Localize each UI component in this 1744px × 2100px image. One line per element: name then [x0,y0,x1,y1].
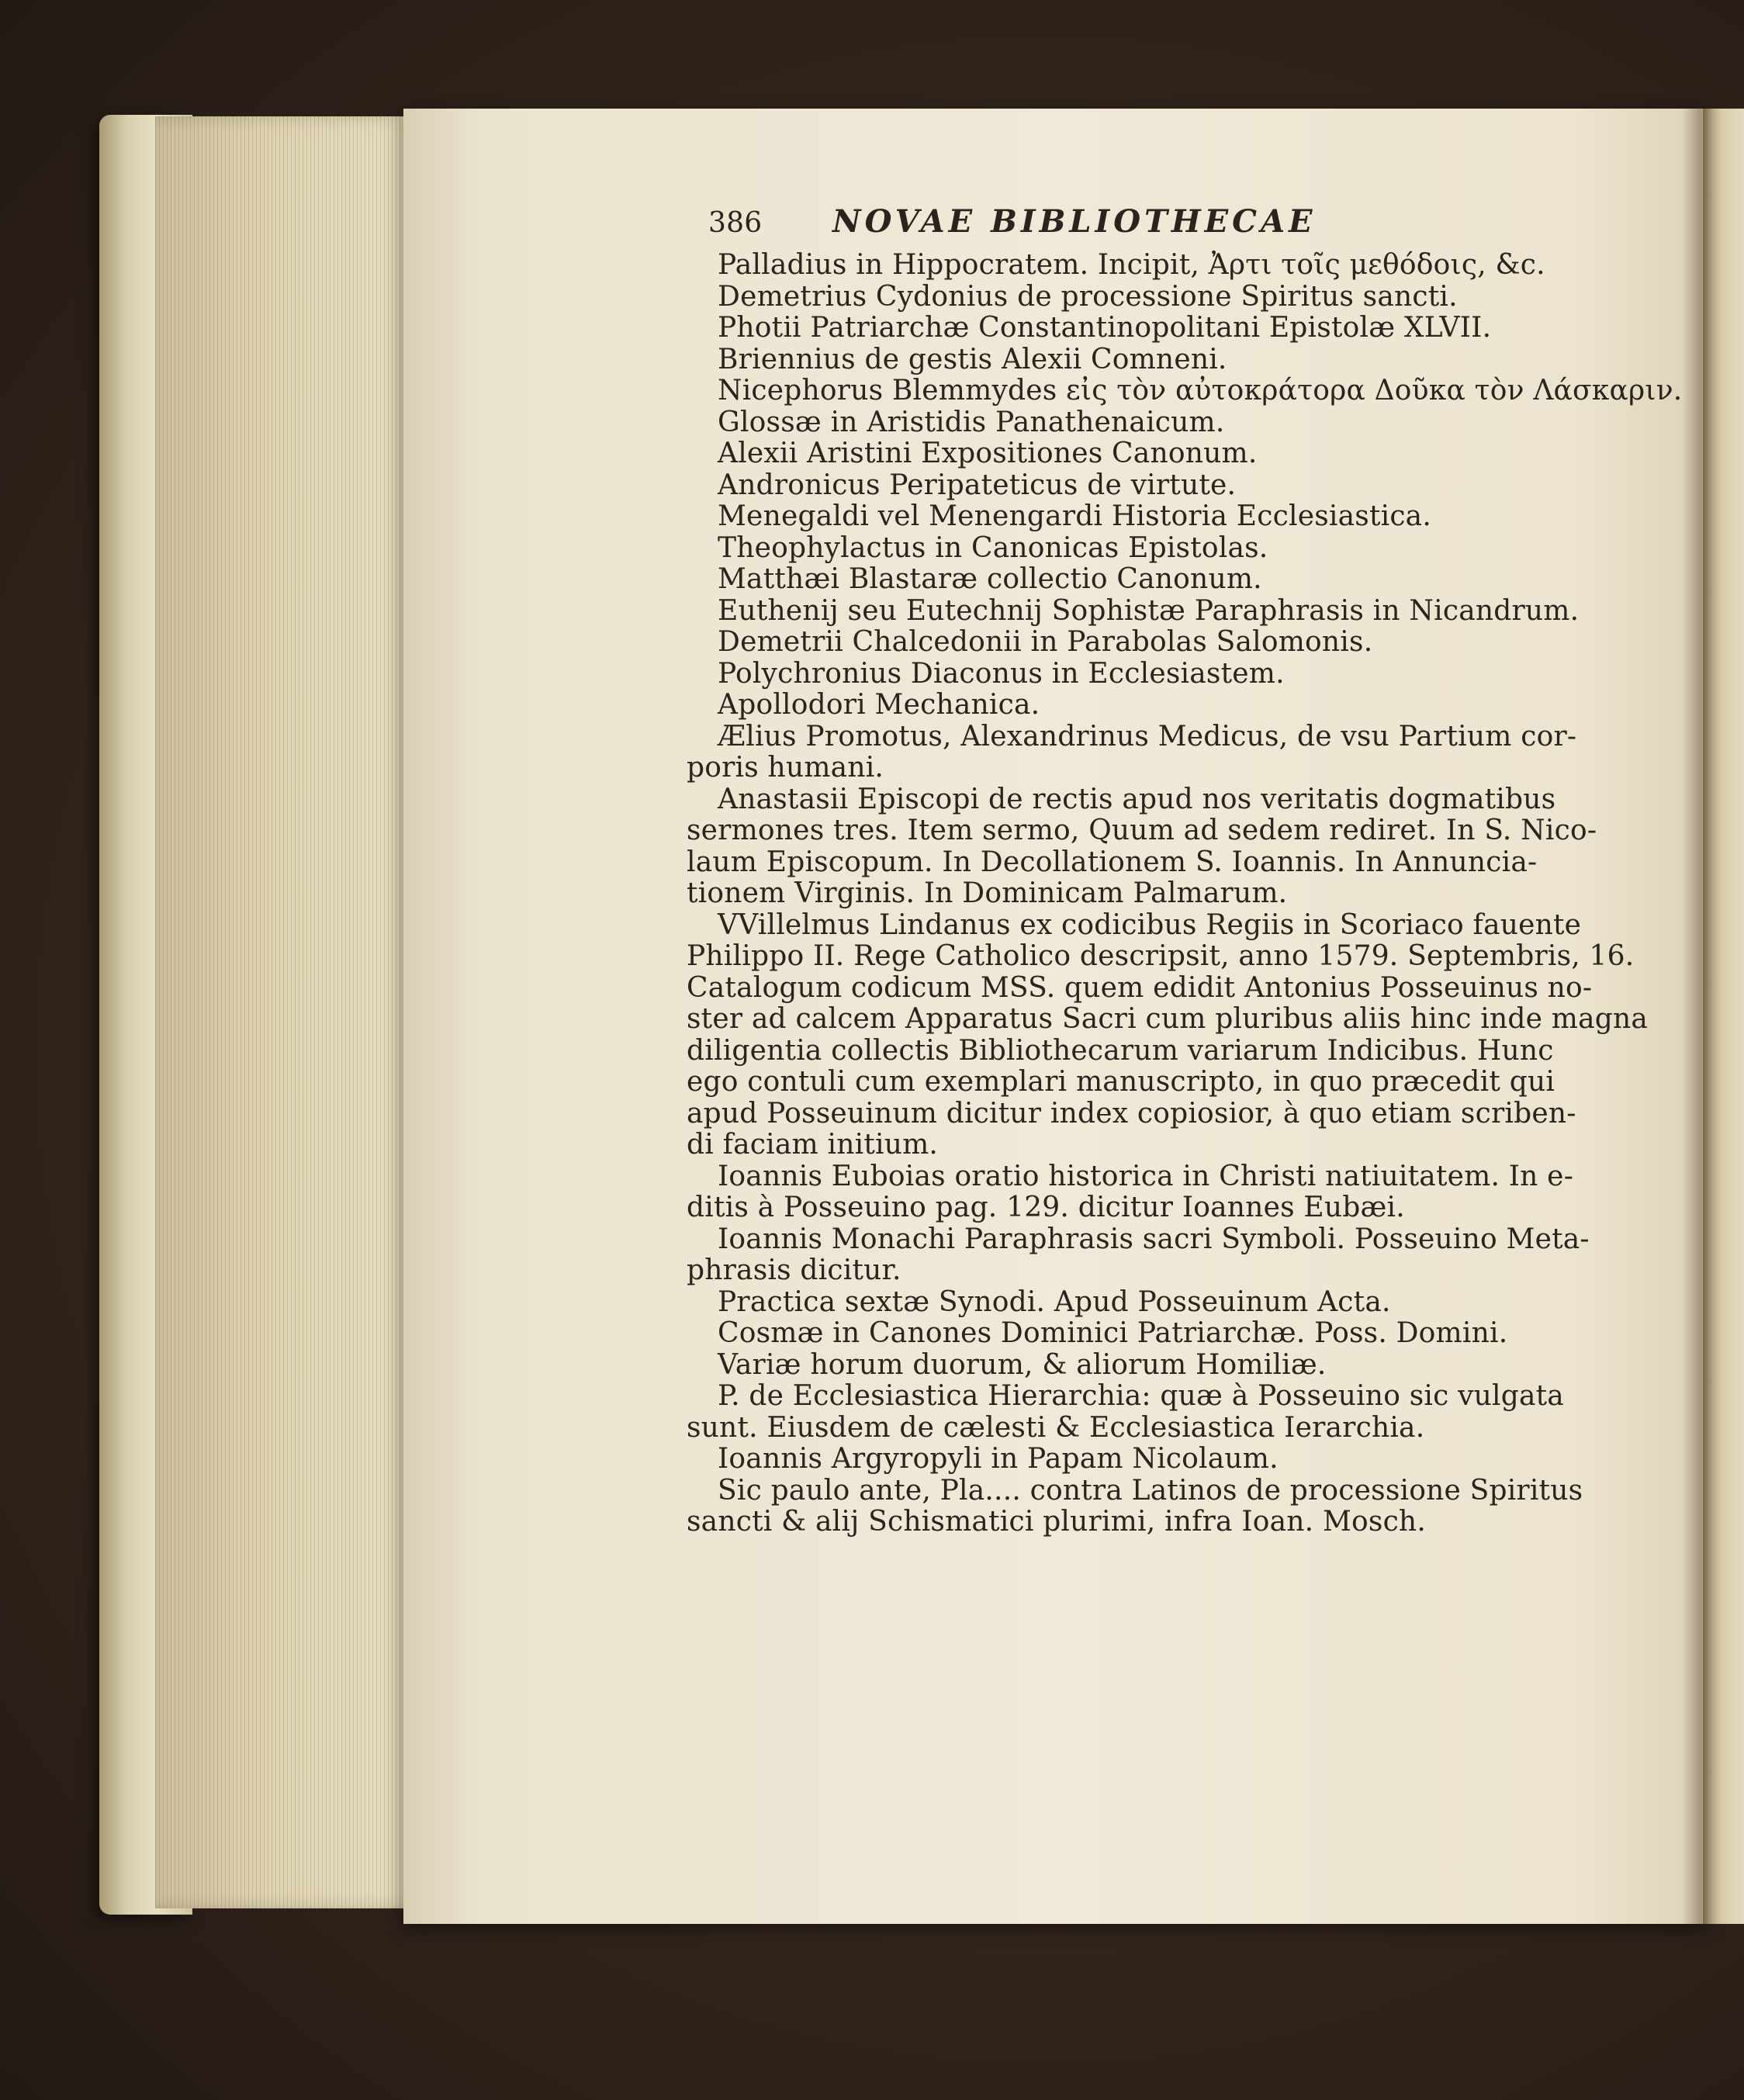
text-line: Apollodori Mechanica. [718,689,1040,721]
text-line: Catalogum codicum MSS. quem edidit Antonius Posseuinus no- [687,971,1593,1004]
text-line: Palladius in Hippocratem. Incipit, Ἀρτι τοῖς μεθόδοις, &c. [718,249,1545,281]
text-line: Cosmæ in Canones Dominici Patriarchæ. Poss. Domini. [718,1317,1508,1349]
page-number: 386 [708,207,763,239]
text-line: Demetrius Cydonius de processione Spiritus sancti. [718,280,1458,313]
text-line: Ioannis Argyropyli in Papam Nicolaum. [718,1443,1279,1475]
text-line: diligentia collectis Bibliothecarum variarum Indicibus. Hunc [687,1034,1554,1067]
text-line: Nicephorus Blemmydes εἰς τὸν αὐτοκράτορα Δοῦκα τὸν Λάσκαριν. [718,375,1683,407]
text-line: Practica sextæ Synodi. Apud Posseuinum Acta. [718,1285,1391,1318]
text-line: Alexii Aristini Expositiones Canonum. [718,438,1258,469]
page-gutter [1682,109,1713,1924]
text-line: Sic paulo ante, Pla.... contra Latinos de processione Spiritus [718,1474,1583,1507]
text-line: Polychronius Diaconus in Ecclesiastem. [718,657,1285,690]
page-header [708,203,1555,250]
text-line: poris humani. [687,752,884,784]
text-line: Variæ horum duorum, & aliorum Homiliæ. [718,1348,1327,1381]
text-line: laum Episcopum. In Decollationem S. Ioannis. In Annuncia- [687,846,1538,878]
text-line: Theophylactus in Canonicas Epistolas. [718,531,1268,564]
text-line: Matthæi Blastaræ collectio Canonum. [718,563,1262,595]
text-line: Anastasii Episcopi de rectis apud nos veritatis dogmatibus [718,783,1556,815]
text-line: di faciam initium. [687,1129,939,1161]
text-line: ego contuli cum exemplari manuscripto, in quo præcedit qui [687,1066,1555,1098]
text-line: Ioannis Monachi Paraphrasis sacri Symboli. Posseuino Meta- [718,1223,1590,1255]
text-line: Photii Patriarchæ Constantinopolitani Epistolæ XLVII. [718,312,1492,344]
text-line: Ioannis Euboias oratio historica in Christi natiuitatem. In e- [718,1160,1574,1192]
text-line: phrasis dicitur. [687,1254,901,1286]
running-title: NOVAE BIBLIOTHECAE [832,203,1317,240]
text-line: sunt. Eiusdem de cælesti & Ecclesiastica Ierarchia. [687,1411,1425,1444]
text-line: apud Posseuinum dicitur index copiosior, à quo etiam scriben- [687,1097,1576,1130]
text-line: Briennius de gestis Alexii Comneni. [718,343,1227,375]
text-line: Ælius Promotus, Alexandrinus Medicus, de vsu Partium cor- [718,720,1577,752]
text-line: sancti & alij Schismatici plurimi, infra Ioan. Mosch. [687,1506,1426,1538]
text-line: Philippo II. Rege Catholico descripsit, anno 1579. Septembris, 16. [687,940,1635,972]
text-line: ditis à Posseuino pag. 129. dicitur Ioannes Eubæi. [687,1192,1405,1223]
text-line: sermones tres. Item sermo, Quum ad sedem rediret. In S. Nico- [687,815,1597,846]
text-line: Menegaldi vel Menengardi Historia Ecclesiastica. [718,500,1431,532]
text-line: Andronicus Peripateticus de virtute. [718,469,1237,501]
text-line: Glossæ in Aristidis Panathenaicum. [718,406,1225,438]
text-line: VVillelmus Lindanus ex codicibus Regiis in Scoriaco fauente [718,908,1582,941]
text-line: P. de Ecclesiastica Hierarchia: quæ à Posseuino sic vulgata [718,1380,1564,1412]
page-edges [155,116,434,1908]
text-line: tionem Virginis. In Dominicam Palmarum. [687,877,1288,909]
page-text [687,203,1683,1538]
text-line: Euthenij seu Eutechnij Sophistæ Paraphrasis in Nicandrum. [718,594,1580,627]
text-lines [687,249,1683,1538]
text-line: Demetrii Chalcedonii in Parabolas Salomonis. [718,626,1373,658]
text-line: ster ad calcem Apparatus Sacri cum pluribus aliis hinc inde magna [687,1003,1649,1035]
